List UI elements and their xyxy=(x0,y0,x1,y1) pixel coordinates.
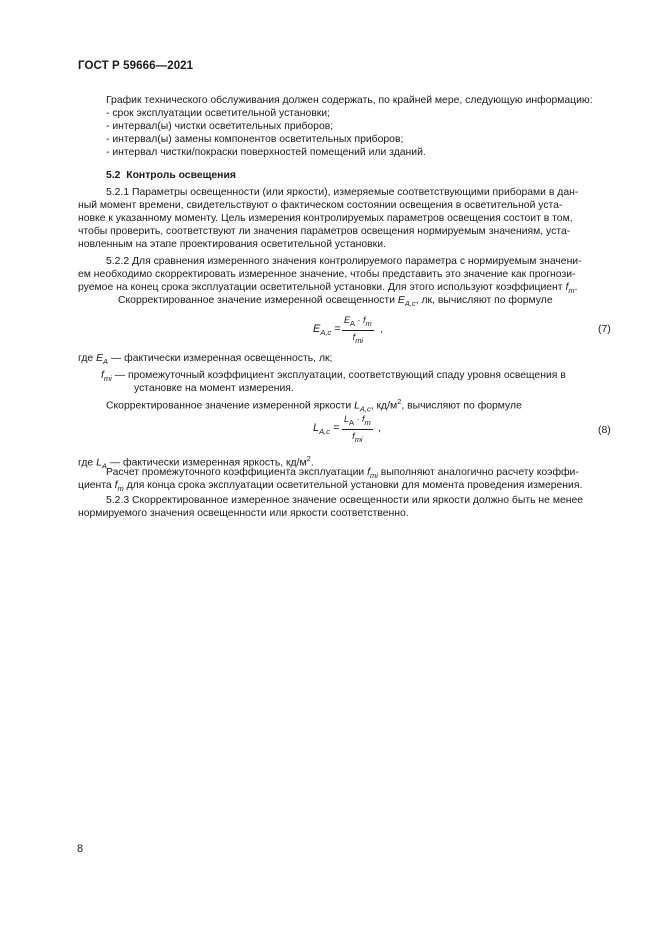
paragraph-line: 5.2.2 Для сравнения измеренного значения контролируемого параметра с нормируемым значени- xyxy=(106,256,582,267)
l-formula-intro: Скорректированное значение измеренной яркости $L_{A,c}$, $кд/м^2$, вычисляют по формуле xyxy=(106,397,522,414)
where-fmi-cont: установке на момент измерения. xyxy=(134,383,294,394)
intro-item: - интервал чистки/покраски поверхностей помещений или зданий. xyxy=(106,147,426,158)
paragraph-line: новленным на этапе проектирования осветительной установки. xyxy=(78,239,386,250)
formula-number: (7) xyxy=(598,324,611,335)
page-number: 8 xyxy=(77,843,84,855)
formula-lhs: $L_{A,c}$ = xyxy=(313,422,340,437)
calc-note-line: Расчет промежуточного коэффициента эксплуатации $f_{mi}$ выполняют аналогично расчету коэффи- xyxy=(106,467,579,481)
formula-fraction: $L_A \cdot f_m$ $f_{mi}$ xyxy=(344,414,371,444)
paragraph-line: чтобы проверить, соответствуют ли значения параметров освещения нормируемым значениям, уста- xyxy=(78,226,571,237)
where-e: где $E_A$ — фактически измеренная освещенность, лк; xyxy=(78,353,333,367)
paragraph-line: новке к указанному моменту. Цель измерения контролируемых параметров освещения состоит в том, xyxy=(78,213,573,224)
where-fmi: $f_{mi}$ — промежуточный коэффициент эксплуатации, соответствующий спаду уровня освещения в xyxy=(101,370,566,384)
formula-fraction: $E_A \cdot f_m$ $f_{mi}$ xyxy=(344,315,372,345)
section-title: Контроль освещения xyxy=(126,170,236,181)
calc-note-line: циента $f_m$ для конца срока эксплуатации осветительной установки для момента проведения измерения. xyxy=(78,480,583,494)
formula-lhs: $E_{A,c}$ = xyxy=(313,323,341,338)
where-l: где $L_A$ — фактически измеренная яркость, $кд/м^2$. xyxy=(78,454,314,471)
intro-item: - срок эксплуатации осветительной установки; xyxy=(106,108,330,119)
section-heading xyxy=(106,169,236,182)
paragraph-line: ем необходимо скорректировать измеренное значение, чтобы представить это значение как прогнози- xyxy=(78,269,576,280)
standard-header: ГОСТ Р 59666—2021 xyxy=(78,60,194,72)
section-number: 5.2 xyxy=(106,170,121,181)
paragraph-line: ный момент времени, свидетельствуют о фактическом состоянии освещения в осветительной уста- xyxy=(78,200,563,211)
intro-item: - интервал(ы) замены компонентов осветительных приборов; xyxy=(106,134,404,145)
intro-item: - интервал(ы) чистки осветительных приборов; xyxy=(106,121,334,132)
paragraph-line: нормируемого значения освещенности или яркости соответственно. xyxy=(78,508,409,519)
formula-comma: , xyxy=(378,423,381,434)
e-formula-intro: Скорректированное значение измеренной освещенности $E_{A,c}$, лк, вычисляют по формуле xyxy=(118,295,553,309)
intro-lead: График технического обслуживания должен содержать, по крайней мере, следующую информацию: xyxy=(106,95,593,106)
formula-number: (8) xyxy=(598,425,611,436)
paragraph-line: 5.2.1 Параметры освещенности (или яркости), измеряемые соответствующими приборами в дан- xyxy=(106,187,579,198)
paragraph-line: руемое на конец срока эксплуатации осветительной установки. Для этого используют коэффициент $f_m$. xyxy=(78,282,578,296)
paragraph-line: 5.2.3 Скорректированное измеренное значение освещенности или яркости должно быть не менее xyxy=(106,495,584,506)
formula-comma: , xyxy=(380,324,383,335)
